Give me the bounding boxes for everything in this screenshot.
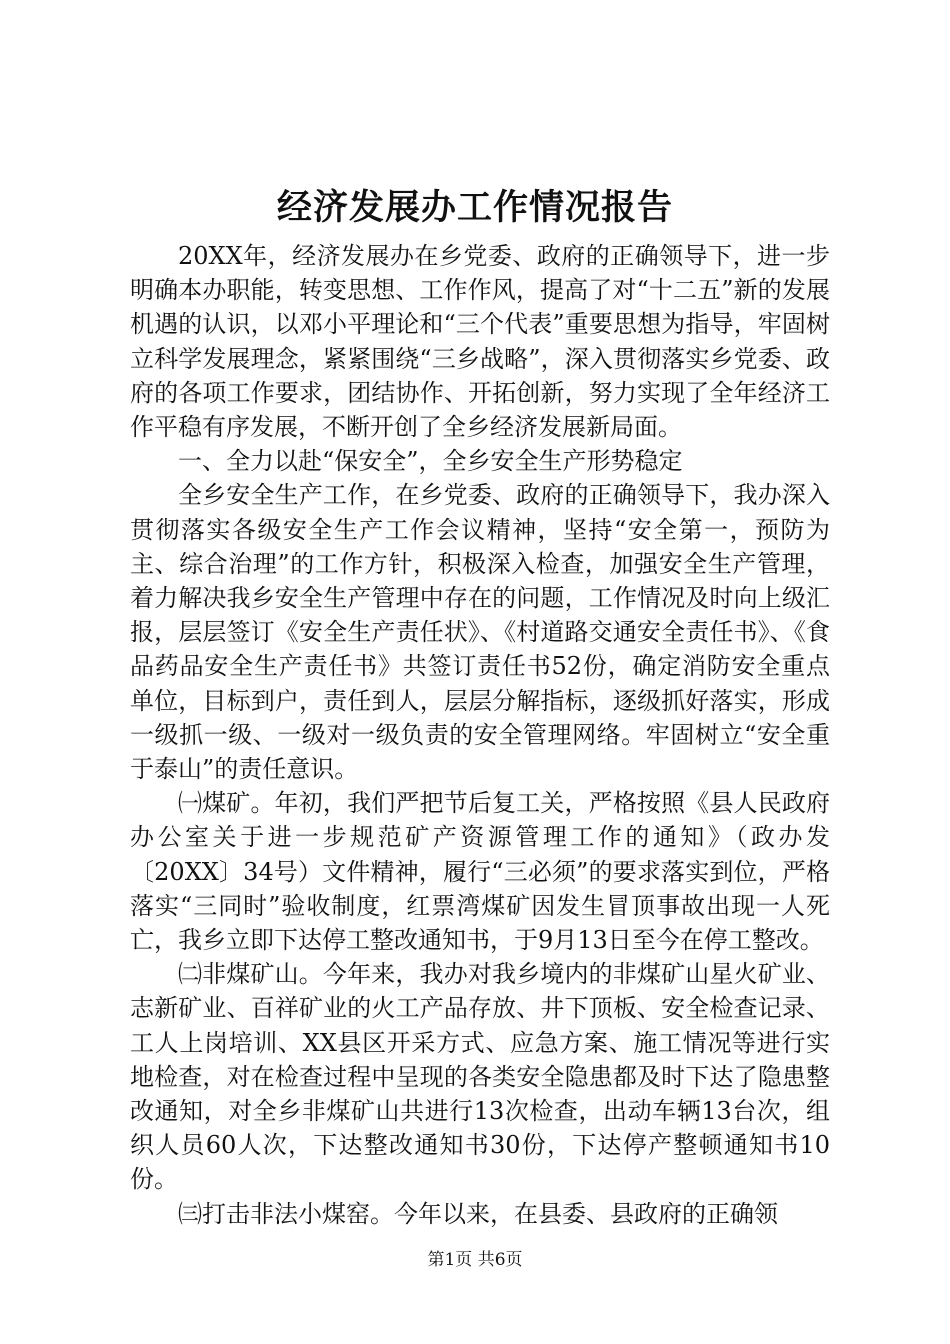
document-body: [130, 239, 830, 1231]
paragraph-coal-mine: ㈠煤矿。年初，我们严把节后复工关，严格按照《县人民政府办公室关于进一步规范矿产资源管理工作的通知》（政办发〔20XX〕34号）文件精神，履行“三必须”的要求落实到位，严格落实“三同时”验收制度，红票湾煤矿因发生冒顶事故出现一人死亡，我乡立即下达停工整改通知书，于9月13日至今在停工整改。: [130, 789, 830, 955]
paragraph-illegal-mines: ㈢打击非法小煤窑。今年以来，在县委、县政府的正确领: [178, 1199, 778, 1228]
paragraph-non-coal-mine: ㈡非煤矿山。今年来，我办对我乡境内的非煤矿山星火矿业、志新矿业、百祥矿业的火工产品存放、井下顶板、安全检查记录、工人上岗培训、XX县区开采方式、应急方案、施工情况等进行实地检查，对在检查过程中呈现的各类安全隐患都及时下达了隐患整改通知，对全乡非煤矿山共进行13次检查，出动车辆13台次，组织人员60人次，下达整改通知书30份，下达停产整顿通知书10份。: [130, 960, 830, 1194]
page-number-footer: 第1页 共6页: [427, 1250, 523, 1270]
paragraph-intro: 20XX年，经济发展办在乡党委、政府的正确领导下，进一步明确本办职能，转变思想、工作作风，提高了对“十二五”新的发展机遇的认识，以邓小平理论和“三个代表”重要思想为指导，牢固树立科学发展理念，紧紧围绕“三乡战略”，深入贯彻落实乡党委、政府的各项工作要求，团结协作、开拓创新，努力实现了全年经济工作平稳有序发展，不断开创了全乡经济发展新局面。: [130, 242, 830, 442]
section-heading-1: 一、全力以赴“保安全”，全乡安全生产形势稳定: [178, 447, 683, 476]
paragraph-safety: 全乡安全生产工作，在乡党委、政府的正确领导下，我办深入贯彻落实各级安全生产工作会议精神，坚持“安全第一，预防为主、综合治理”的工作方针，积极深入检查，加强安全生产管理，着力解决我乡安全生产管理中存在的问题，工作情况及时向上级汇报，层层签订《安全生产责任状》、《村道路交通安全责任书》、《食品药品安全生产责任书》共签订责任书52份，确定消防安全重点单位，目标到户，责任到人，层层分解指标，逐级抓好落实，形成一级抓一级、一级对一级负责的安全管理网络。牢固树立“安全重于泰山”的责任意识。: [130, 481, 830, 784]
document-title: 经济发展办工作情况报告: [276, 187, 673, 228]
